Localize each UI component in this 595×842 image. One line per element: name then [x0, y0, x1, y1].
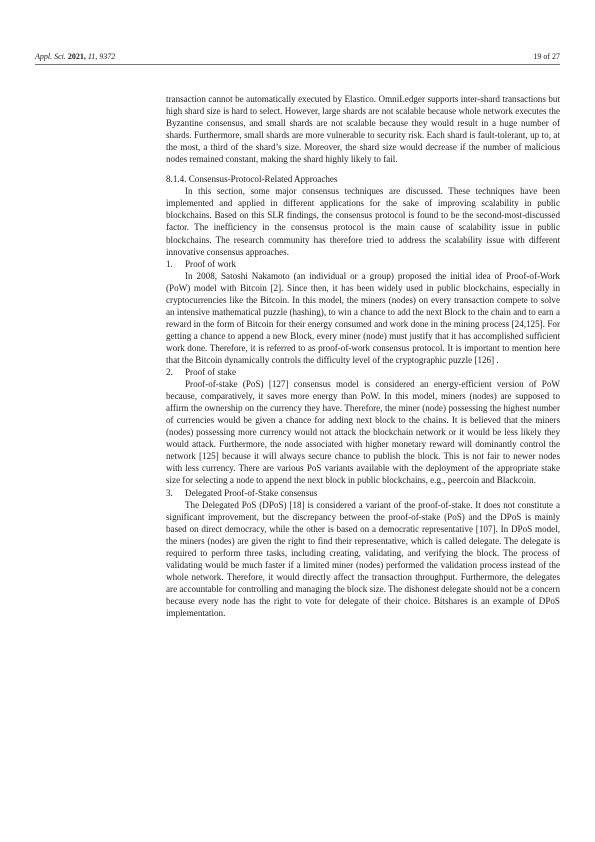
page-number: 19 of 27	[533, 52, 560, 61]
journal-year: 2021,	[67, 52, 86, 61]
paragraph-proof-of-work: In 2008, Satoshi Nakamoto (an individual or a group) proposed the initial idea of Proof-of-Work (PoW) model with Bitcoin [2]. Since then, it has been widely used in public blockchains, especially in cryptocurrencies like the Bitcoin. In this model, the miners (nodes) on every transaction compete to solve an intensive mathematical puzzle (hashing), to win a chance to add the next Block to the chain and to earn a reward in the form of Bitcoin for their energy consumed and work done in the mining process [24,125]. For getting a chance to append a new Block, every miner (node) must justify that it has accomplished sufficient work done. Therefore, it is referred to as proof-of-work consensus protocol. It is important to mention here that the Bitcoin dynamically controls the difficulty level of the cryptographic puzzle [126] .	[166, 270, 560, 365]
section-heading: 8.1.4. Consensus-Protocol-Related Approaches	[166, 174, 338, 185]
list-item-proof-of-work	[166, 258, 560, 270]
journal-volume: 11, 9372	[87, 52, 116, 61]
paragraph-delegated-pos: The Delegated PoS (DPoS) [18] is considered a variant of the proof-of-stake. It does not constitute a significant improvement, but the discrepancy between the proof-of-stake (PoS) and the DPoS is mainly based on direct democracy, while the other is based on a democratic representative [107]. In DPoS model, the miners (nodes) are given the right to find their representative, which is called delegate. The delegate is required to perform three tasks, including creating, validating, and verifying the block. The process of validating would be much faster if a limited miner (nodes) performed the validation process instead of the whole network. Therefore, it would directly affect the transaction throughput. Furthermore, the delegates are accountable for controlling and managing the block size. The dishonest delegate should not be a concern because every node has the right to vote for delegate of their choice. Bitshares is an example of DPoS implementation.	[166, 499, 561, 618]
journal-name: Appl. Sci.	[35, 52, 66, 61]
journal-citation	[35, 52, 115, 61]
header-divider	[35, 64, 560, 65]
list-number: 1.	[166, 258, 173, 269]
article-body	[166, 93, 560, 619]
list-number: 3.	[166, 487, 173, 498]
list-item-proof-of-stake	[166, 366, 560, 378]
list-item-title: Proof of work	[185, 258, 237, 269]
list-item-title: Delegated Proof-of-Stake consensus	[185, 487, 318, 498]
list-item-title: Proof of stake	[185, 367, 237, 378]
list-item-delegated-pos	[166, 487, 560, 499]
paragraph-proof-of-stake: Proof-of-stake (PoS) [127] consensus model is considered an energy-efficient version of PoW because, comparatively, it saves more energy than PoW. In this model, miners (nodes) are supposed to affirm the ownership on the currency they have. Therefore, the miner (node) possessing the highest number of currencies would be given a chance for adding next block to the chains. It is believed that the miners (nodes) possessing more currency would not attack the blockchain network or it would be less likely they would attack. Furthermore, the node associated with higher monetary reward will dominantly control the network [125] because it will always secure chance to publish the block. This is not fair to newer nodes with less currency. There are various PoS variants available with the deployment of the appropriate stake size for selecting a node to append the next block in public blockchains, e.g., peercoin and Blackcoin.	[166, 379, 560, 486]
paragraph-consensus-intro: In this section, some major consensus techniques are discussed. These techniques have been implemented and applied in different applications for the sake of improving scalability in public blockchains. Based on this SLR findings, the consensus protocol is found to be the second-most-discussed factor. The inefficiency in the consensus protocol is the main cause of scalability issue in public blockchains. The research community has therefore tried to address the scalability issue with different innovative consensus approaches.	[166, 186, 560, 257]
paragraph-sharding-limitations: transaction cannot be automatically executed by Elastico. OmniLedger supports inter-shard transactions but high shard size is hard to select. However, large shards are not scalable because whole network executes the Byzantine consensus, and small shards are not scalable because they would result in a huge number of shards. Furthermore, small shards are more vulnerable to security risk. Each shard is fault-tolerant, up to, at the most, a third of the shard’s size. Moreover, the shard size would decrease if the number of malicious nodes remained constant, making the shard highly likely to fail.	[166, 94, 560, 165]
list-number: 2.	[166, 367, 173, 378]
